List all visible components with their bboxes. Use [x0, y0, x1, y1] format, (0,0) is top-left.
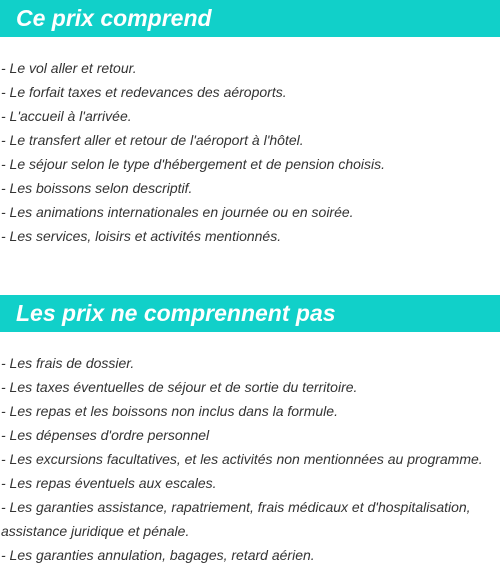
- list-item: - Les garanties assistance, rapatriement, frais médicaux et d'hospitalisation, assistance juridique et pénale.: [1, 499, 471, 539]
- list-item: - Les taxes éventuelles de séjour et de sortie du territoire.: [1, 379, 358, 395]
- not-included-list: [0, 351, 500, 567]
- list-item: - Le séjour selon le type d'hébergement et de pension choisis.: [1, 156, 386, 172]
- list-item: - Les services, loisirs et activités mentionnés.: [1, 228, 282, 244]
- list-item: - Les animations internationales en journée ou en soirée.: [1, 204, 354, 220]
- list-item: - Les frais de dossier.: [1, 355, 135, 371]
- included-list: [0, 56, 500, 248]
- section-title-not-included: Les prix ne comprennent pas: [0, 295, 500, 332]
- list-item: - Les repas éventuels aux escales.: [1, 475, 217, 491]
- list-item: - Les boissons selon descriptif.: [1, 180, 193, 196]
- list-item: - Les garanties annulation, bagages, retard aérien.: [1, 547, 315, 563]
- list-item: - Le forfait taxes et redevances des aéroports.: [1, 84, 287, 100]
- list-item: - Les dépenses d'ordre personnel: [1, 427, 210, 443]
- section-title-included: Ce prix comprend: [0, 0, 500, 37]
- list-item: - L'accueil à l'arrivée.: [1, 108, 132, 124]
- list-item: - Les repas et les boissons non inclus dans la formule.: [1, 403, 338, 419]
- list-item: - Les excursions facultatives, et les activités non mentionnées au programme.: [1, 451, 483, 467]
- list-item: - Le transfert aller et retour de l'aéroport à l'hôtel.: [1, 132, 304, 148]
- list-item: - Le vol aller et retour.: [1, 60, 137, 76]
